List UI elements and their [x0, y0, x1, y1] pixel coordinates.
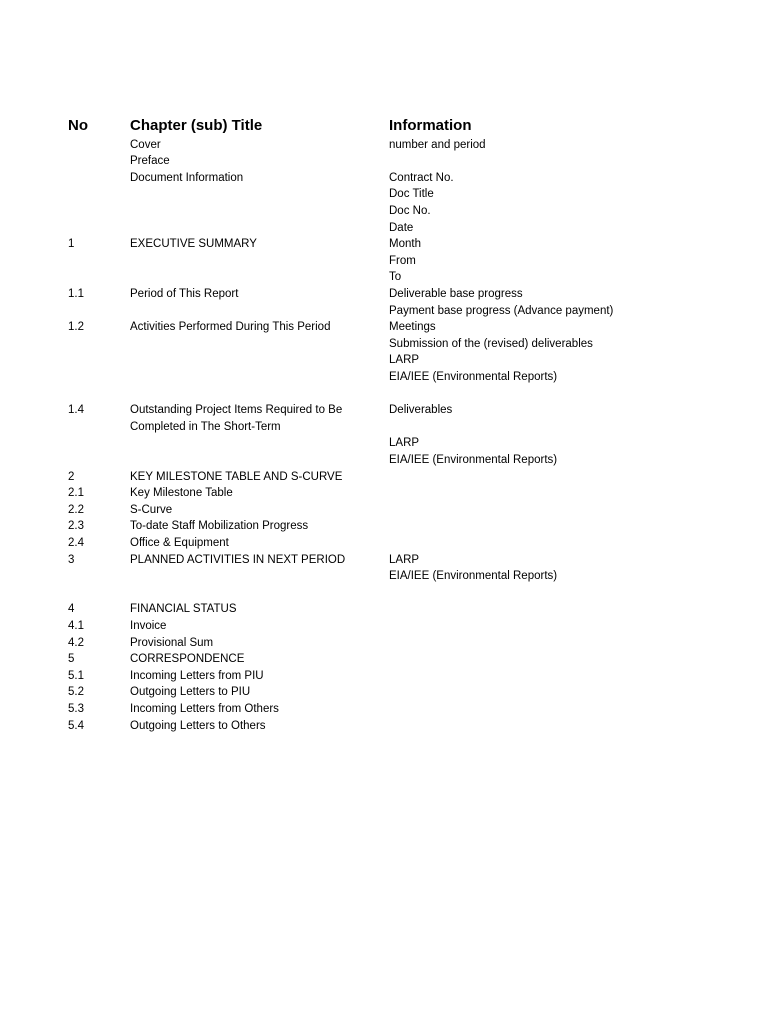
row-number: 1	[68, 238, 75, 251]
row-chapter-title: Office & Equipment	[130, 536, 229, 549]
row-information: Payment base progress (Advance payment)	[389, 304, 614, 317]
row-chapter-title: Outgoing Letters to Others	[130, 719, 266, 732]
row-information: LARP	[389, 354, 420, 367]
row-chapter-title: Incoming Letters from PIU	[130, 669, 264, 682]
header-information: Information	[389, 117, 472, 134]
row-information: Contract No.	[389, 171, 454, 184]
header-no: No	[68, 117, 88, 134]
row-chapter-title: KEY MILESTONE TABLE AND S-CURVE	[130, 470, 343, 483]
row-information: Submission of the (revised) deliverables	[389, 337, 593, 350]
row-number: 4.1	[68, 619, 84, 632]
row-information: Meetings	[389, 321, 436, 334]
row-number: 2	[68, 470, 75, 483]
row-chapter-title: Cover	[130, 138, 161, 151]
row-number: 3	[68, 553, 75, 566]
row-chapter-title: To-date Staff Mobilization Progress	[130, 520, 309, 533]
row-chapter-title: Outgoing Letters to PIU	[130, 686, 251, 699]
row-chapter-title: Activities Performed During This Period	[130, 321, 331, 334]
row-information: Doc No.	[389, 204, 431, 217]
row-chapter-title: CORRESPONDENCE	[130, 653, 245, 666]
row-number: 1.4	[68, 404, 84, 417]
row-information: Deliverables	[389, 404, 453, 417]
row-chapter-title: PLANNED ACTIVITIES IN NEXT PERIOD	[130, 553, 346, 566]
row-information: From	[389, 254, 416, 267]
row-information: EIA/IEE (Environmental Reports)	[389, 453, 558, 466]
header-chapter-title: Chapter (sub) Title	[130, 117, 263, 134]
row-chapter-title: Outstanding Project Items Required to Be	[130, 404, 343, 417]
row-number: 1.1	[68, 287, 84, 300]
row-information: LARP	[389, 553, 420, 566]
row-number: 5.1	[68, 669, 84, 682]
row-chapter-title: Key Milestone Table	[130, 487, 233, 500]
row-chapter-title: Document Information	[130, 171, 244, 184]
row-number: 4.2	[68, 636, 84, 649]
row-number: 2.4	[68, 536, 84, 549]
row-information: LARP	[389, 437, 420, 450]
row-information: Month	[389, 238, 421, 251]
row-information: To	[389, 271, 402, 284]
row-information: Date	[389, 221, 414, 234]
row-number: 5.2	[68, 686, 84, 699]
row-number: 1.2	[68, 321, 84, 334]
row-number: 5	[68, 653, 75, 666]
row-information: number and period	[389, 138, 486, 151]
row-number: 4	[68, 603, 75, 616]
row-chapter-title: Preface	[130, 155, 170, 168]
row-information: EIA/IEE (Environmental Reports)	[389, 370, 558, 383]
row-chapter-title: Incoming Letters from Others	[130, 702, 279, 715]
row-chapter-title: S-Curve	[130, 503, 173, 516]
row-number: 5.3	[68, 702, 84, 715]
row-chapter-title: Invoice	[130, 619, 167, 632]
row-number: 2.1	[68, 487, 84, 500]
row-information: Doc Title	[389, 188, 434, 201]
row-information: Deliverable base progress	[389, 287, 523, 300]
row-chapter-title: Completed in The Short-Term	[130, 420, 281, 433]
row-chapter-title: FINANCIAL STATUS	[130, 603, 237, 616]
row-chapter-title: Provisional Sum	[130, 636, 214, 649]
row-number: 2.3	[68, 520, 84, 533]
row-chapter-title: Period of This Report	[130, 287, 239, 300]
row-number: 5.4	[68, 719, 84, 732]
row-chapter-title: EXECUTIVE SUMMARY	[130, 238, 257, 251]
row-number: 2.2	[68, 503, 84, 516]
row-information: EIA/IEE (Environmental Reports)	[389, 570, 558, 583]
